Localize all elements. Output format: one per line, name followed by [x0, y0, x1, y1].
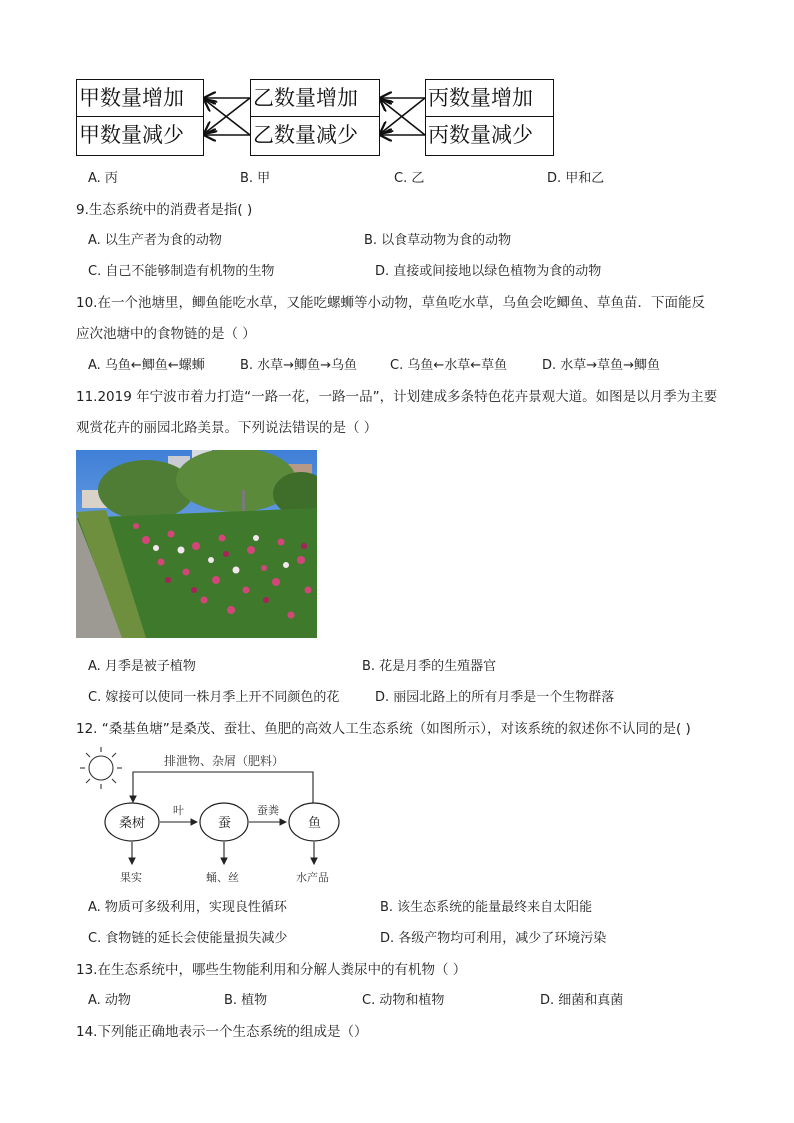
q13-option-c[interactable]: C. 动物和植物 [362, 993, 445, 1008]
q9-text: 9.生态系统中的消费者是指( ) [76, 202, 253, 218]
box-bing-increase: 丙数量增加 [428, 86, 533, 110]
q8-arrows [0, 0, 794, 170]
q12-option-c[interactable]: C. 食物链的延长会使能量损失减少 [88, 931, 288, 946]
sun-icon [80, 747, 122, 789]
q12-option-d[interactable]: D. 各级产物均可利用，减少了环境污染 [380, 931, 607, 946]
box-yi-decrease: 乙数量减少 [251, 116, 379, 153]
q9-option-d[interactable]: D. 直接或间接地以绿色植物为食的动物 [375, 264, 602, 279]
box-yi-increase: 乙数量增加 [253, 86, 358, 110]
q10-option-b[interactable]: B. 水草→鲫鱼→乌鱼 [240, 358, 357, 373]
q9-option-a[interactable]: A. 以生产者为食的动物 [88, 233, 222, 248]
q13-option-d[interactable]: D. 细菌和真菌 [540, 993, 624, 1008]
q11-option-d[interactable]: D. 丽园北路上的所有月季是一个生物群落 [375, 690, 615, 705]
q8-option-d[interactable]: D. 甲和乙 [547, 171, 605, 186]
q12-text: 12. “桑基鱼塘”是桑茂、蚕壮、鱼肥的高效人工生态系统（如图所示），对该系统的叙述你不认同的是( ) [76, 721, 691, 737]
q13-option-b[interactable]: B. 植物 [224, 993, 268, 1008]
box-jia-increase: 甲数量增加 [79, 86, 184, 110]
edge-manure-label: 蚕粪 [257, 804, 279, 817]
output-aquatic-label: 水产品 [296, 871, 329, 884]
q12-option-b[interactable]: B. 该生态系统的能量最终来自太阳能 [380, 900, 593, 915]
q9-option-b[interactable]: B. 以食草动物为食的动物 [364, 233, 512, 248]
q11-text-line1: 11.2019 年宁波市着力打造“一路一花，一路一品”，计划建成多条特色花卉景观大道。如图是以月季为主要 [76, 389, 718, 405]
node-mulberry-label: 桑树 [119, 816, 146, 831]
edge-leaf-label: 叶 [173, 804, 184, 817]
q12-option-a[interactable]: A. 物质可多级利用，实现良性循环 [88, 900, 287, 915]
q11-option-c[interactable]: C. 嫁接可以使同一株月季上开不同颜色的花 [88, 690, 340, 705]
box-jia-decrease: 甲数量减少 [77, 116, 203, 153]
node-silkworm-label: 蚕 [218, 816, 232, 831]
q10-text-line2: 应次池塘中的食物链的是（ ） [76, 326, 256, 342]
q11-text-line2: 观赏花卉的丽园北路美景。下列说法错误的是（ ） [76, 420, 378, 436]
output-pupa-silk-label: 蛹、丝 [206, 871, 239, 884]
q11-option-a[interactable]: A. 月季是被子植物 [88, 659, 196, 674]
q8-option-b[interactable]: B. 甲 [240, 171, 271, 186]
diagram-top-label: 排泄物、杂屑（肥料） [164, 754, 285, 768]
q13-option-a[interactable]: A. 动物 [88, 993, 131, 1008]
q11-option-b[interactable]: B. 花是月季的生殖器官 [362, 659, 497, 674]
rose-road-photo [76, 450, 317, 638]
q10-option-a[interactable]: A. 乌鱼←鲫鱼←螺蛳 [88, 358, 205, 373]
q8-option-a[interactable]: A. 丙 [88, 171, 118, 186]
mulberry-fishpond-diagram [76, 744, 366, 886]
q10-text-line1: 10.在一个池塘里，鲫鱼能吃水草，又能吃螺蛳等小动物，草鱼吃水草，乌鱼会吃鲫鱼、草鱼苗．下面能反 [76, 295, 705, 311]
box-bing-decrease: 丙数量减少 [426, 116, 553, 153]
q9-option-c[interactable]: C. 自己不能够制造有机物的生物 [88, 264, 275, 279]
q13-text: 13.在生态系统中，哪些生物能利用和分解人粪尿中的有机物（ ） [76, 962, 467, 978]
node-fish-label: 鱼 [308, 816, 322, 831]
output-fruit-label: 果实 [120, 871, 142, 884]
q10-option-d[interactable]: D. 水草→草鱼→鲫鱼 [542, 358, 661, 373]
q10-option-c[interactable]: C. 乌鱼←水草←草鱼 [390, 358, 508, 373]
q8-option-c[interactable]: C. 乙 [394, 171, 425, 186]
q14-text: 14.下列能正确地表示一个生态系统的组成是（） [76, 1024, 368, 1040]
